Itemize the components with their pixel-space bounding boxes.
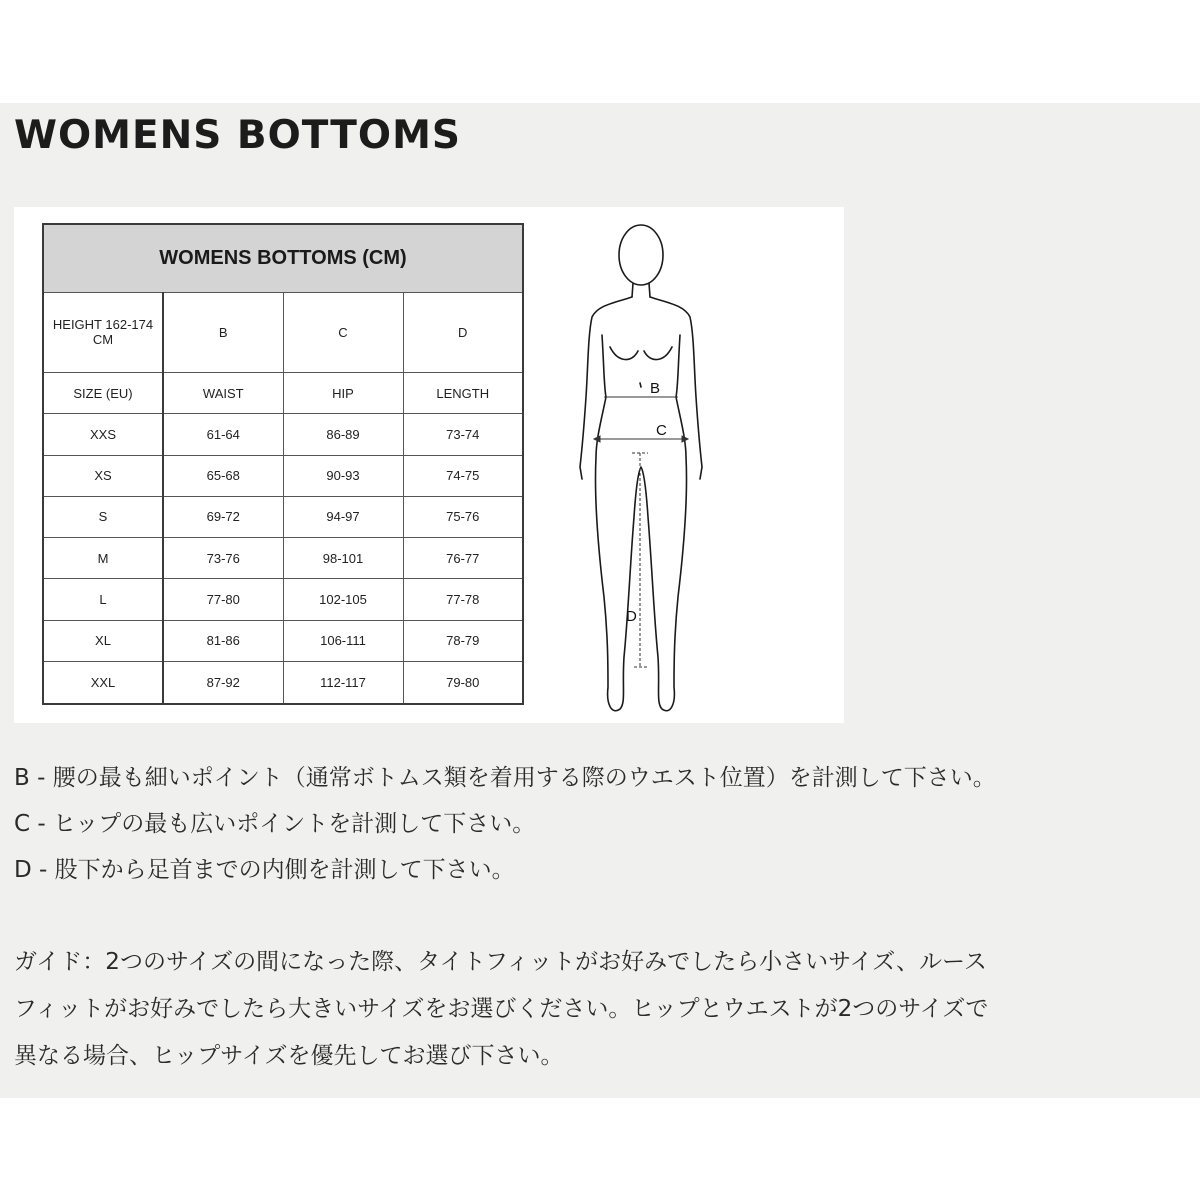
- header-cell: LENGTH: [403, 372, 523, 413]
- size-cell: XS: [43, 455, 163, 496]
- size-cell: XXS: [43, 414, 163, 455]
- table-row: [43, 579, 523, 620]
- header-cell: WAIST: [163, 372, 283, 413]
- waist-cell: 73-76: [163, 538, 283, 579]
- table-row: [43, 455, 523, 496]
- page-title: WOMENS BOTTOMS: [14, 113, 461, 158]
- hip-cell: 86-89: [283, 414, 403, 455]
- length-cell: 76-77: [403, 538, 523, 579]
- size-table: [42, 223, 524, 705]
- table-row: [43, 538, 523, 579]
- guide-line: ガイド：2つのサイズの間になった際、タイトフィットがお好みでしたら小さいサイズ、ルース: [14, 949, 987, 975]
- guide-line: 異なる場合、ヒップサイズを優先してお選び下さい。: [14, 1043, 564, 1069]
- waist-cell: 77-80: [163, 579, 283, 620]
- guide-line: フィットがお好みでしたら大きいサイズをお選びください。ヒップとウエストが2つのサイズで: [14, 996, 989, 1022]
- table-header-row: [43, 372, 523, 413]
- header-cell: B: [163, 293, 283, 373]
- waist-cell: 61-64: [163, 414, 283, 455]
- hip-cell: 98-101: [283, 538, 403, 579]
- length-cell: 75-76: [403, 496, 523, 537]
- size-cell: L: [43, 579, 163, 620]
- size-chart-card: [14, 207, 844, 723]
- length-cell: 73-74: [403, 414, 523, 455]
- note-inseam: D - 股下から足首までの内側を計測して下さい。: [14, 857, 515, 883]
- head-outline: [619, 225, 663, 285]
- body-outline: [580, 297, 702, 711]
- note-hip: C - ヒップの最も広いポイントを計測して下さい。: [14, 811, 536, 837]
- chest-outline: [610, 347, 672, 360]
- header-cell: HEIGHT 162-174 CM: [43, 293, 163, 373]
- length-cell: 77-78: [403, 579, 523, 620]
- size-cell: XL: [43, 620, 163, 661]
- waist-cell: 81-86: [163, 620, 283, 661]
- hip-cell: 112-117: [283, 661, 403, 704]
- header-cell: C: [283, 293, 403, 373]
- hip-cell: 102-105: [283, 579, 403, 620]
- length-cell: 78-79: [403, 620, 523, 661]
- waist-cell: 87-92: [163, 661, 283, 704]
- table-caption: WOMENS BOTTOMS (CM): [43, 224, 523, 293]
- length-cell: 74-75: [403, 455, 523, 496]
- size-guide-text: [14, 939, 1194, 1080]
- table-row: [43, 496, 523, 537]
- label-b: B: [650, 380, 661, 397]
- hip-cell: 106-111: [283, 620, 403, 661]
- label-c: C: [656, 422, 667, 439]
- table-row: [43, 414, 523, 455]
- waist-cell: 65-68: [163, 455, 283, 496]
- size-guide-panel: [0, 103, 1200, 1098]
- table-row: [43, 620, 523, 661]
- label-d: D: [626, 608, 637, 625]
- measurement-notes: [14, 755, 1194, 893]
- header-cell: SIZE (EU): [43, 372, 163, 413]
- body-measurement-figure: [574, 217, 714, 717]
- waist-cell: 69-72: [163, 496, 283, 537]
- length-cell: 79-80: [403, 661, 523, 704]
- table-row: [43, 661, 523, 704]
- size-cell: M: [43, 538, 163, 579]
- note-waist: B - 腰の最も細いポイント（通常ボトムス類を着用する際のウエスト位置）を計測して下さい。: [14, 765, 996, 791]
- hip-cell: 94-97: [283, 496, 403, 537]
- table-caption-row: [43, 224, 523, 293]
- header-cell: D: [403, 293, 523, 373]
- header-cell: HIP: [283, 372, 403, 413]
- table-header-row: [43, 293, 523, 373]
- hip-cell: 90-93: [283, 455, 403, 496]
- size-cell: XXL: [43, 661, 163, 704]
- size-cell: S: [43, 496, 163, 537]
